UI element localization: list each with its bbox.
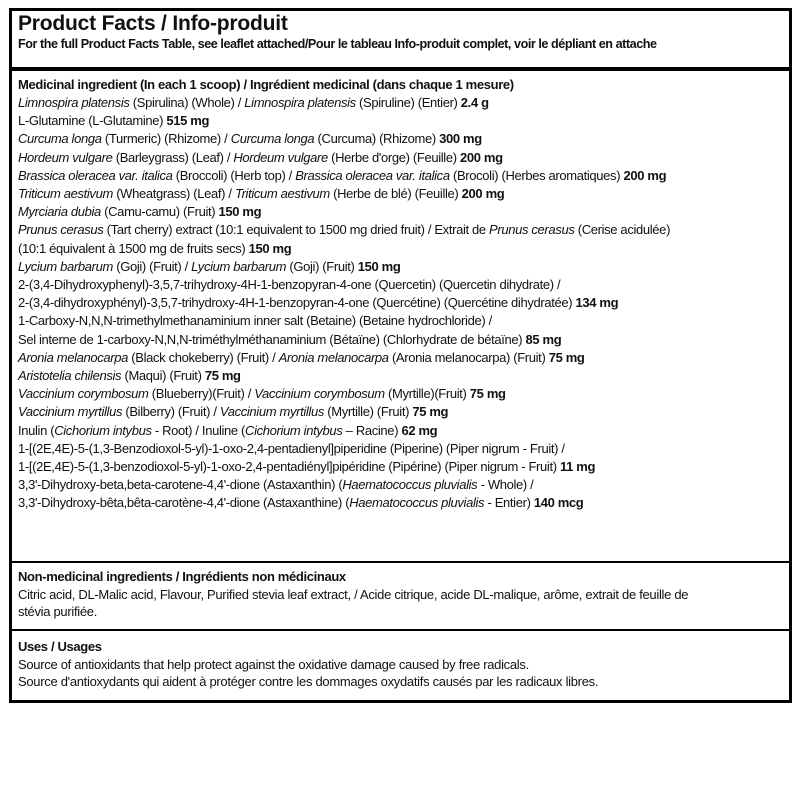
ingredient-line bbox=[18, 349, 785, 367]
latin-name: Vaccinium corymbosum bbox=[254, 386, 385, 402]
dose-amount: 150 mg bbox=[248, 240, 292, 256]
ingredient-text: 3,3'-Dihydroxy-bêta,bêta-carotène-4,4'-dione (Astaxanthine) ( bbox=[18, 495, 350, 511]
ingredient-text: (Spirulina) (Whole) / bbox=[129, 95, 245, 110]
medicinal-divider bbox=[12, 561, 789, 563]
ingredient-line bbox=[18, 422, 785, 440]
latin-name: Curcuma longa bbox=[18, 131, 102, 147]
dose-amount: 85 mg bbox=[525, 331, 562, 347]
dose-amount: 75 mg bbox=[204, 368, 241, 384]
latin-name: Myrciaria dubia bbox=[18, 204, 101, 220]
dose-amount: 150 mg bbox=[357, 258, 401, 274]
ingredient-text: (Wheatgrass) (Leaf) / bbox=[112, 186, 235, 202]
uses-english: Source of antioxidants that help protect against the oxidative damage caused by free radicals. bbox=[18, 657, 529, 672]
latin-name: Aronia melanocarpa bbox=[18, 349, 129, 365]
dose-amount: 150 mg bbox=[218, 204, 262, 220]
ingredient-line bbox=[18, 458, 785, 476]
uses-heading: Uses / Usages bbox=[18, 639, 102, 654]
ingredient-text: (Spiruline) (Entier) bbox=[355, 95, 461, 110]
uses-section bbox=[18, 638, 785, 690]
latin-name: Brassica oleracea var. italica bbox=[295, 167, 450, 183]
dose-amount: 140 mcg bbox=[533, 495, 584, 511]
ingredient-line bbox=[18, 167, 785, 185]
ingredient-line bbox=[18, 494, 785, 512]
ingredient-line bbox=[18, 440, 785, 458]
latin-name: Cichorium intybus bbox=[54, 422, 152, 438]
product-facts-title: Product Facts / Info-produit bbox=[18, 12, 288, 35]
ingredient-line bbox=[18, 331, 785, 349]
medicinal-ingredient-list bbox=[18, 94, 785, 513]
ingredient-text: (10:1 équivalent à 1500 mg de fruits secs) bbox=[18, 240, 249, 256]
ingredient-text: (Barleygrass) (Leaf) / bbox=[112, 149, 234, 165]
latin-name: Brassica oleracea var. italica bbox=[18, 167, 173, 183]
ingredient-line bbox=[18, 276, 785, 294]
dose-amount: 200 mg bbox=[461, 186, 505, 202]
ingredient-text: - Root) / Inuline ( bbox=[151, 422, 246, 438]
medicinal-section bbox=[18, 76, 785, 513]
latin-name: Vaccinium corymbosum bbox=[18, 386, 149, 402]
ingredient-text: 1-[(2E,4E)-5-(1,3-benzodioxol-5-yl)-1-oxo-2,4-pentadiényl]pipéridine (Pipérine) (Piper nigrum - Fruit) bbox=[18, 459, 560, 475]
ingredient-text: (Myrtille) (Fruit) bbox=[324, 404, 413, 420]
latin-name: Cichorium intybus bbox=[245, 422, 343, 438]
ingredient-line bbox=[18, 385, 785, 403]
latin-name: Triticum aestivum bbox=[234, 186, 330, 202]
non-medicinal-divider bbox=[12, 629, 789, 631]
latin-name: Limnospira platensis bbox=[244, 95, 356, 110]
latin-name: Curcuma longa bbox=[230, 131, 315, 147]
latin-name: Haematococcus pluvialis bbox=[349, 495, 485, 511]
ingredient-text: L-Glutamine (L-Glutamine) bbox=[18, 113, 167, 129]
non-medicinal-section bbox=[18, 568, 785, 620]
ingredient-text: 2-(3,4-dihydroxyphényl)-3,5,7-trihydroxy-4H-1-benzopyran-4-one (Quercétine) (Quercétine dihydratée) bbox=[18, 295, 576, 311]
non-medicinal-heading: Non-medicinal ingredients / Ingrédients non médicinaux bbox=[18, 569, 346, 584]
latin-name: Lycium barbarum bbox=[191, 258, 287, 274]
ingredient-line bbox=[18, 94, 785, 112]
dose-amount: 75 mg bbox=[548, 349, 585, 365]
dose-amount: 200 mg bbox=[623, 167, 667, 183]
dose-amount: 300 mg bbox=[439, 131, 482, 147]
dose-amount: 134 mg bbox=[575, 295, 619, 311]
ingredient-text: (Aronia melanocarpa) (Fruit) bbox=[388, 349, 549, 365]
latin-name: Prunus cerasus bbox=[18, 222, 104, 238]
dose-amount: 515 mg bbox=[166, 113, 210, 129]
latin-name: Vaccinium myrtillus bbox=[18, 404, 123, 420]
ingredient-line bbox=[18, 403, 785, 421]
ingredient-text: (Bilberry) (Fruit) / bbox=[122, 404, 220, 420]
ingredient-text: Sel interne de 1-carboxy-N,N,N-triméthylméthanaminium (Bétaïne) (Chlorhydrate de bétaïne) bbox=[18, 331, 526, 347]
ingredient-text: 3,3'-Dihydroxy-beta,beta-carotene-4,4'-dione (Astaxanthin) ( bbox=[18, 477, 343, 493]
ingredient-text: (Goji) (Fruit) / bbox=[112, 258, 192, 274]
ingredient-text: - Whole) / bbox=[477, 477, 534, 493]
ingredient-line bbox=[18, 221, 785, 239]
ingredient-text: Inulin ( bbox=[18, 422, 55, 438]
ingredient-line bbox=[18, 185, 785, 203]
ingredient-text: (Turmeric) (Rhizome) / bbox=[101, 131, 231, 147]
ingredient-text: (Camu-camu) (Fruit) bbox=[100, 204, 219, 220]
ingredient-text: (Myrtille)(Fruit) bbox=[384, 386, 470, 402]
ingredient-line bbox=[18, 240, 785, 258]
medicinal-heading: Medicinal ingredient (In each 1 scoop) / Ingrédient medicinal (dans chaque 1 mesure) bbox=[18, 77, 514, 92]
latin-name: Limnospira platensis bbox=[18, 95, 130, 110]
ingredient-text: (Goji) (Fruit) bbox=[286, 258, 358, 274]
dose-amount: 200 mg bbox=[459, 149, 503, 165]
ingredient-text: – Racine) bbox=[342, 422, 402, 438]
header-divider bbox=[12, 67, 789, 71]
ingredient-text: (Herbe d'orge) (Feuille) bbox=[327, 149, 460, 165]
product-facts-panel bbox=[9, 8, 792, 703]
product-facts-subtitle: For the full Product Facts Table, see leaflet attached/Pour le tableau Info-produit complet, voir le dépliant en attache bbox=[18, 37, 657, 51]
ingredient-line bbox=[18, 312, 785, 330]
dose-amount: 11 mg bbox=[559, 459, 596, 475]
ingredient-text: 2-(3,4-Dihydroxyphenyl)-3,5,7-trihydroxy-4H-1-benzopyran-4-one (Quercetin) (Quercetin dihydrate) / bbox=[18, 277, 561, 293]
latin-name: Vaccinium myrtillus bbox=[219, 404, 324, 420]
ingredient-text: (Cerise acidulée) bbox=[574, 222, 671, 238]
dose-amount: 75 mg bbox=[469, 386, 506, 402]
ingredient-line bbox=[18, 203, 785, 221]
dose-amount: 62 mg bbox=[401, 422, 438, 438]
latin-name: Hordeum vulgare bbox=[18, 149, 113, 165]
ingredient-text: 1-[(2E,4E)-5-(1,3-Benzodioxol-5-yl)-1-oxo-2,4-pentadienyl]piperidine (Piperine) (Piper nigrum - Fruit) / bbox=[18, 440, 565, 456]
ingredient-text: (Blueberry)(Fruit) / bbox=[148, 386, 255, 402]
latin-name: Hordeum vulgare bbox=[233, 149, 328, 165]
ingredient-text: (Curcuma) (Rhizome) bbox=[314, 131, 440, 147]
ingredient-line bbox=[18, 130, 785, 148]
ingredient-text: (Herbe de blé) (Feuille) bbox=[329, 186, 462, 202]
dose-amount: 75 mg bbox=[412, 404, 449, 420]
latin-name: Lycium barbarum bbox=[18, 258, 113, 274]
latin-name: Prunus cerasus bbox=[489, 222, 575, 238]
ingredient-line bbox=[18, 258, 785, 276]
latin-name: Haematococcus pluvialis bbox=[342, 477, 478, 493]
ingredient-text: (Tart cherry) extract (10:1 equivalent to 1500 mg dried fruit) / Extrait de bbox=[103, 222, 490, 238]
ingredient-line bbox=[18, 112, 785, 130]
ingredient-line bbox=[18, 294, 785, 312]
latin-name: Aronia melanocarpa bbox=[278, 349, 389, 365]
ingredient-text: (Broccoli) (Herb top) / bbox=[172, 167, 296, 183]
non-medicinal-text: Citric acid, DL-Malic acid, Flavour, Purified stevia leaf extract, / Acide citrique, acide DL-malique, arôme, extrait de feuille de stévia purifiée. bbox=[18, 587, 689, 619]
dose-amount: 2.4 g bbox=[460, 95, 489, 110]
ingredient-text: (Black chokeberry) (Fruit) / bbox=[128, 349, 279, 365]
ingredient-text: (Maqui) (Fruit) bbox=[121, 368, 205, 384]
ingredient-text: (Brocoli) (Herbes aromatiques) bbox=[449, 167, 624, 183]
uses-french: Source d'antioxydants qui aident à protéger contre les dommages oxydatifs causés par les radicaux libres. bbox=[18, 674, 599, 689]
latin-name: Triticum aestivum bbox=[18, 186, 113, 202]
ingredient-line bbox=[18, 149, 785, 167]
ingredient-line bbox=[18, 367, 785, 385]
ingredient-text: 1-Carboxy-N,N,N-trimethylmethanaminium inner salt (Betaine) (Betaine hydrochloride) / bbox=[18, 313, 492, 329]
latin-name: Aristotelia chilensis bbox=[18, 368, 122, 384]
ingredient-line bbox=[18, 476, 785, 494]
ingredient-text: - Entier) bbox=[484, 495, 534, 511]
